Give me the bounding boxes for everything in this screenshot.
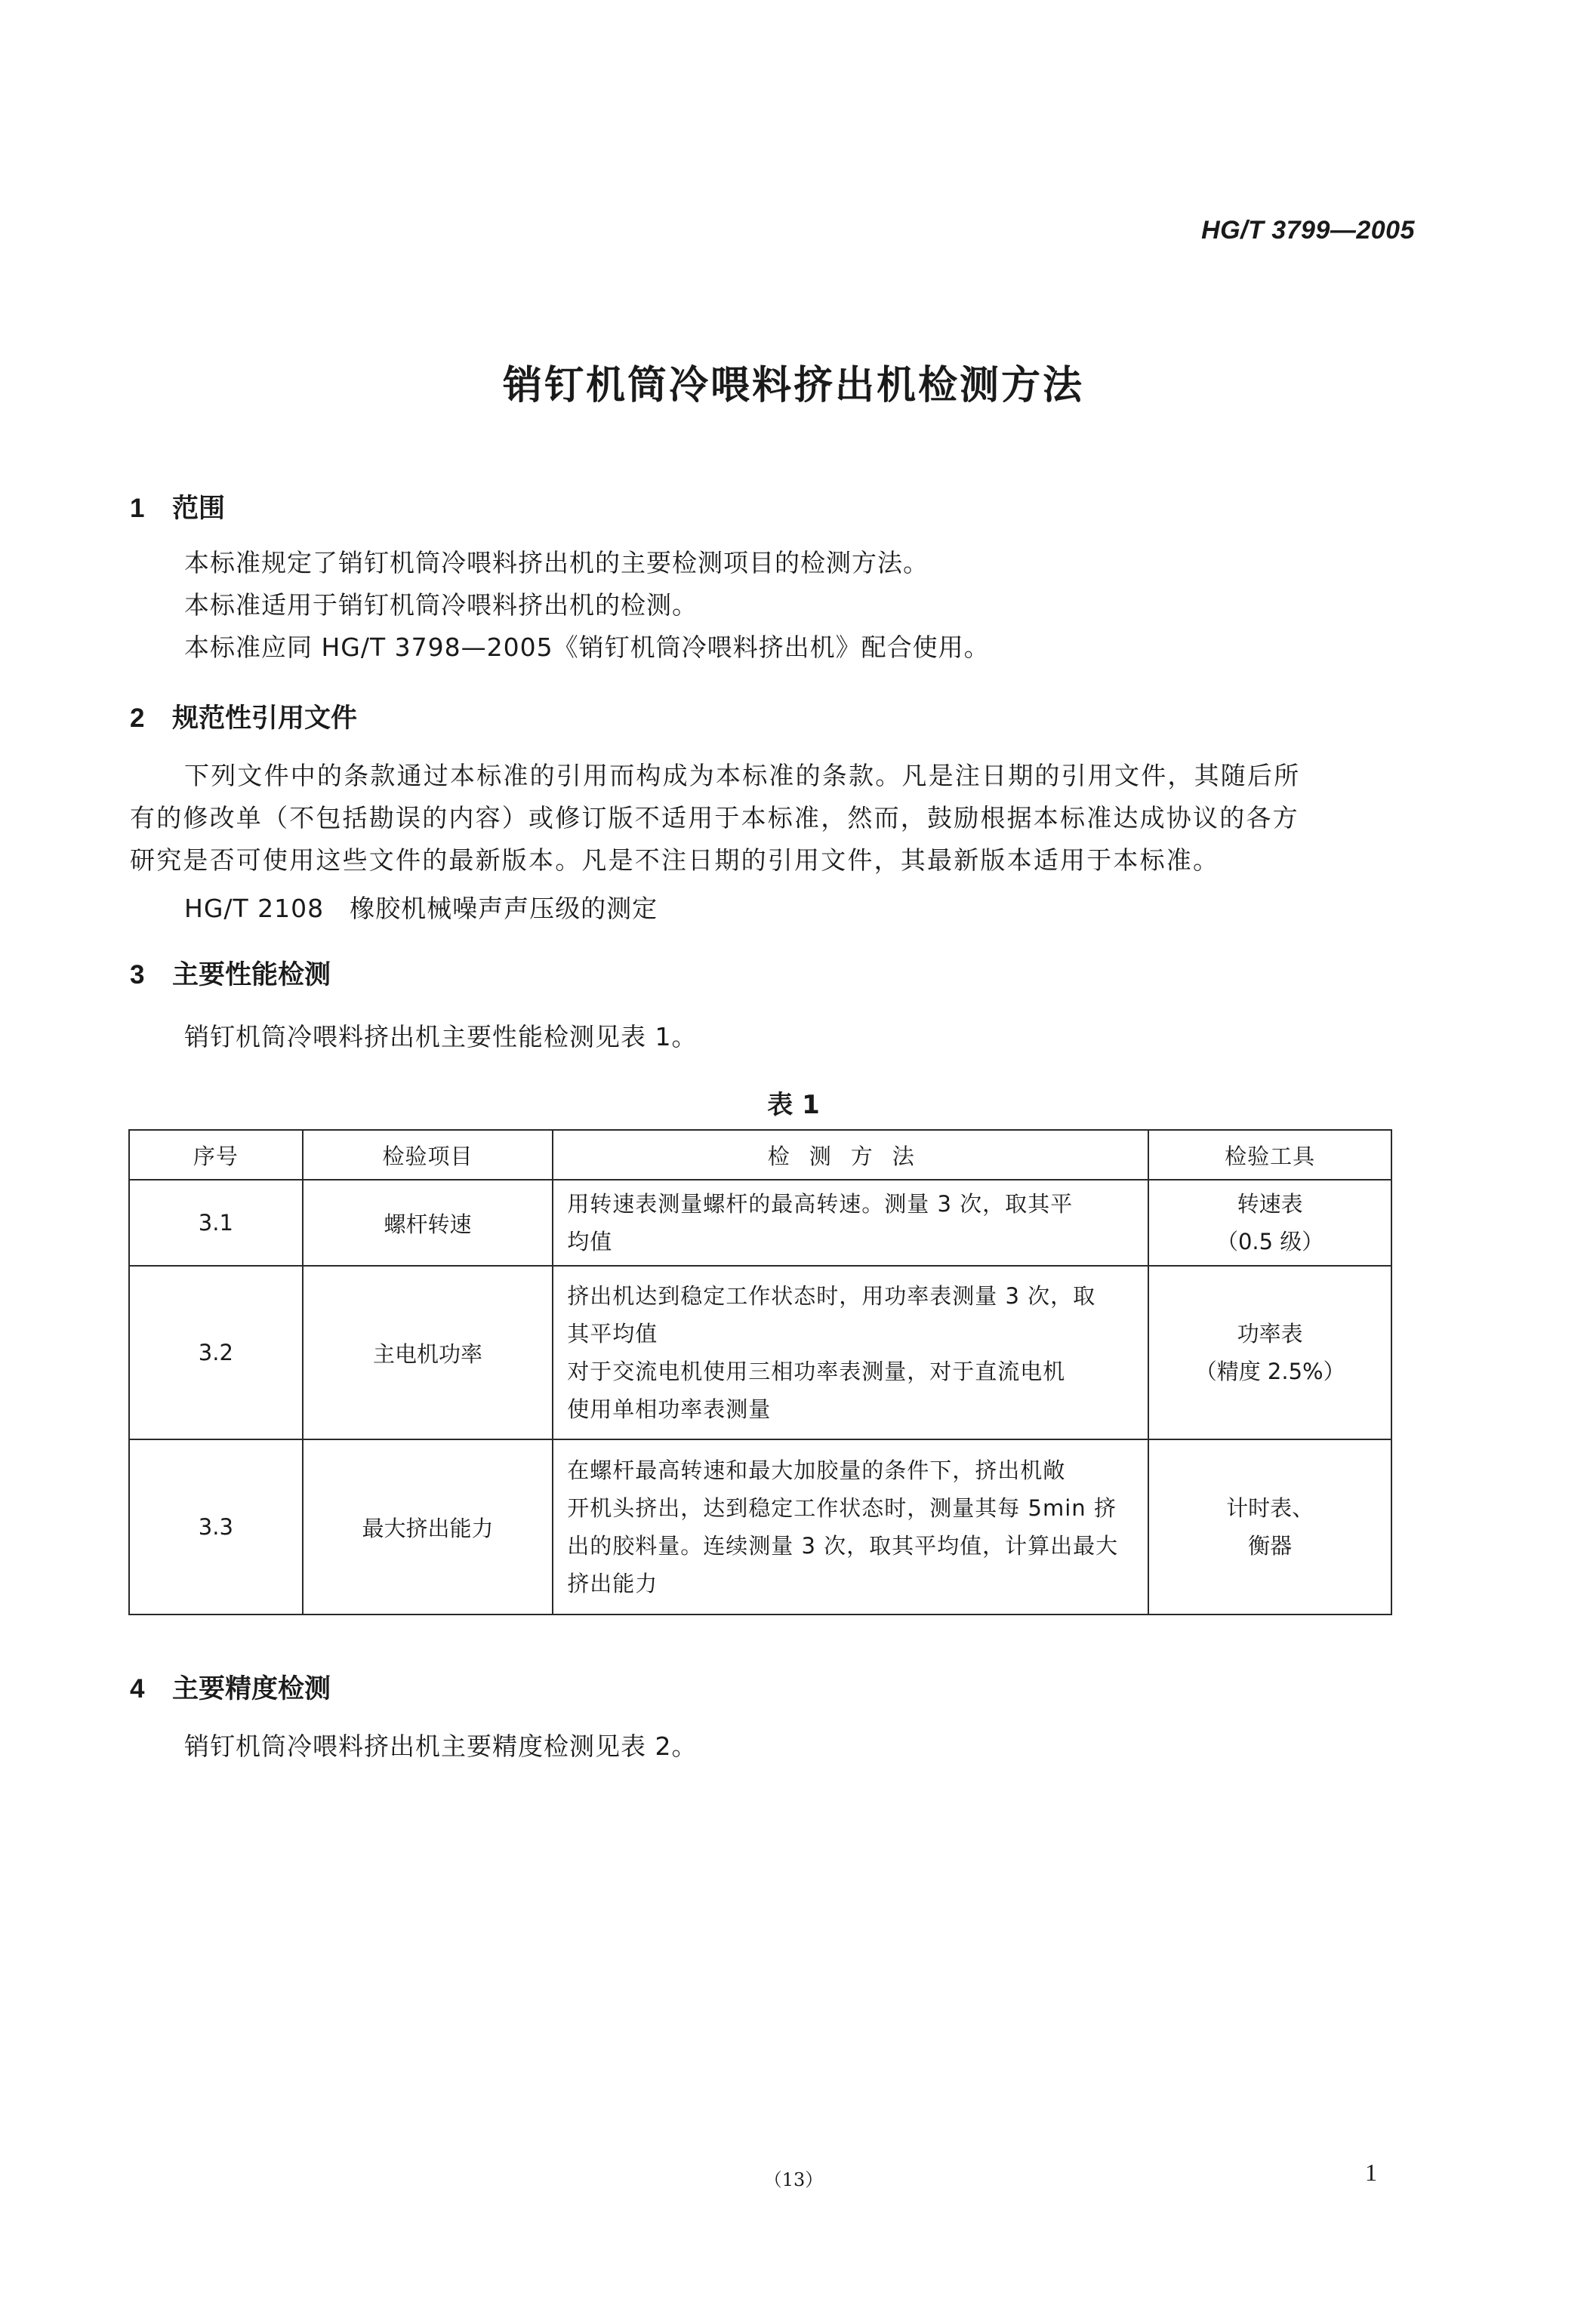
method-line: 其平均值 — [567, 1321, 658, 1347]
method-line: 出的胶料量。连续测量 3 次，取其平均值，计算出最大 — [567, 1533, 1119, 1559]
standard-number: HG/T 3799—2005 — [1201, 216, 1415, 245]
method-line: 开机头挤出，达到稳定工作状态时，测量其每 5min 挤 — [567, 1495, 1117, 1521]
row-no: 3.3 — [129, 1439, 303, 1614]
table-row — [129, 1266, 1391, 1439]
table-header-row — [129, 1130, 1391, 1180]
row-no: 3.1 — [129, 1180, 303, 1266]
row-method — [553, 1439, 1148, 1614]
section-4-heading — [130, 1668, 331, 1706]
row-tool — [1148, 1439, 1391, 1614]
method-line: 挤出能力 — [567, 1571, 658, 1596]
paragraph-line: 研究是否可使用这些文件的最新版本。凡是不注日期的引用文件，其最新版本适用于本标准。 — [130, 845, 1220, 875]
section-1-para-2: 本标准适用于销钉机筒冷喂料挤出机的检测。 — [184, 590, 698, 620]
row-method — [553, 1180, 1148, 1266]
section-3-heading — [130, 954, 331, 992]
page-number-right: 1 — [1365, 2159, 1377, 2186]
table-1 — [128, 1129, 1392, 1615]
column-header-tool: 检验工具 — [1148, 1130, 1391, 1180]
table-row — [129, 1180, 1391, 1266]
section-title: 范围 — [172, 494, 226, 524]
document-title: 销钉机筒冷喂料挤出机检测方法 — [502, 363, 1084, 408]
section-number: 1 — [130, 494, 145, 523]
reference-hgt-2108: HG/T 2108 橡胶机械噪声声压级的测定 — [184, 894, 658, 923]
method-line: 对于交流电机使用三相功率表测量，对于直流电机 — [567, 1359, 1066, 1384]
section-3-paragraph: 销钉机筒冷喂料挤出机主要性能检测见表 1。 — [184, 1022, 698, 1051]
section-4-paragraph: 销钉机筒冷喂料挤出机主要精度检测见表 2。 — [184, 1731, 698, 1761]
row-item: 螺杆转速 — [303, 1180, 553, 1266]
row-tool — [1148, 1180, 1391, 1266]
section-title: 主要精度检测 — [172, 1674, 331, 1704]
tool-line: （0.5 级） — [1216, 1229, 1324, 1254]
tool-line: 衡器 — [1248, 1533, 1293, 1559]
section-2-heading — [130, 697, 357, 735]
table-row — [129, 1439, 1391, 1614]
section-title: 主要性能检测 — [172, 960, 331, 990]
row-item: 最大挤出能力 — [303, 1439, 553, 1614]
section-1-para-3: 本标准应同 HG/T 3798—2005《销钉机筒冷喂料挤出机》配合使用。 — [184, 633, 990, 662]
section-title: 规范性引用文件 — [172, 703, 358, 734]
tool-line: 计时表、 — [1226, 1495, 1314, 1521]
section-number: 2 — [130, 703, 145, 733]
method-line: 在螺杆最高转速和最大加胶量的条件下，挤出机敞 — [567, 1458, 1066, 1483]
page-number-center: （13） — [763, 2169, 824, 2190]
column-header-method: 检测方法 — [553, 1130, 1148, 1180]
tool-line: （精度 2.5%） — [1194, 1359, 1345, 1384]
table-1-caption: 表 1 — [767, 1090, 820, 1120]
column-header-no: 序号 — [129, 1130, 303, 1180]
column-header-item: 检验项目 — [303, 1130, 553, 1180]
row-tool — [1148, 1266, 1391, 1439]
tool-line: 转速表 — [1237, 1191, 1303, 1217]
section-1-heading — [130, 488, 225, 525]
paragraph-line: 下列文件中的条款通过本标准的引用而构成为本标准的条款。凡是注日期的引用文件，其随后所 — [184, 761, 1301, 790]
method-line: 用转速表测量螺杆的最高转速。测量 3 次，取其平 — [567, 1191, 1074, 1217]
section-number: 4 — [130, 1674, 145, 1704]
section-2-paragraph — [130, 755, 1391, 882]
section-number: 3 — [130, 960, 145, 990]
paragraph-line: 有的修改单（不包括勘误的内容）或修订版不适用于本标准，然而，鼓励根据本标准达成协议的各方 — [130, 803, 1299, 833]
row-item: 主电机功率 — [303, 1266, 553, 1439]
method-line: 使用单相功率表测量 — [567, 1396, 772, 1422]
row-method — [553, 1266, 1148, 1439]
row-no: 3.2 — [129, 1266, 303, 1439]
section-1-para-1: 本标准规定了销钉机筒冷喂料挤出机的主要检测项目的检测方法。 — [184, 548, 929, 577]
method-line: 均值 — [567, 1229, 613, 1254]
tool-line: 功率表 — [1237, 1321, 1303, 1347]
method-line: 挤出机达到稳定工作状态时，用功率表测量 3 次，取 — [567, 1283, 1096, 1309]
